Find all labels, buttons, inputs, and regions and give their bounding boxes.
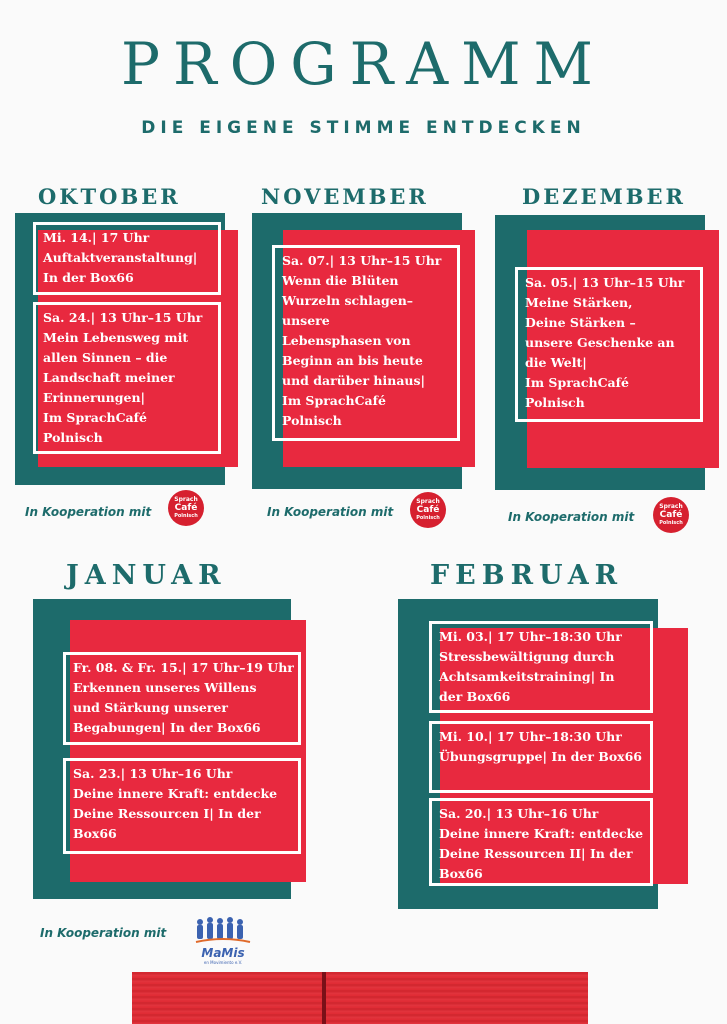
event-line: Polnisch bbox=[282, 413, 342, 428]
logo-text: Café bbox=[659, 510, 683, 520]
event-line: Erinnerungen| bbox=[43, 390, 146, 405]
mamis-name: MaMis bbox=[201, 946, 245, 960]
event-line: Deine innere Kraft: entdecke bbox=[73, 786, 278, 801]
event-line: Sa. 05.| 13 Uhr–15 Uhr bbox=[525, 275, 685, 290]
kooperation-label: In Kooperation mit bbox=[40, 926, 167, 940]
event-line: Fr. 08. & Fr. 15.| 17 Uhr–19 Uhr bbox=[73, 660, 294, 675]
event-line: Auftaktveranstaltung| bbox=[43, 250, 198, 265]
event-line: Achtsamkeitstraining| In bbox=[439, 669, 615, 684]
event-line: Wurzeln schlagen– bbox=[282, 293, 414, 308]
event-box bbox=[33, 302, 221, 454]
event-line: Deine Ressourcen I| In der bbox=[73, 806, 261, 821]
sprachcafe-logo bbox=[168, 490, 204, 526]
event-line: unsere Geschenke an bbox=[525, 335, 675, 350]
event-line: Mi. 03.| 17 Uhr–18:30 Uhr bbox=[439, 629, 622, 644]
event-line: Mein Lebensweg mit bbox=[43, 330, 189, 345]
event-line: Lebensphasen von bbox=[282, 333, 411, 348]
event-line: Sa. 24.| 13 Uhr–15 Uhr bbox=[43, 310, 203, 325]
event-box bbox=[429, 621, 653, 713]
kooperation-label: In Kooperation mit bbox=[508, 510, 635, 524]
event-line: Stressbewältigung durch bbox=[439, 649, 615, 664]
event-line: und Stärkung unserer bbox=[73, 700, 228, 715]
event-line: Wenn die Blüten bbox=[282, 273, 399, 288]
logo-text: Sprach bbox=[416, 498, 440, 505]
event-line: Polnisch bbox=[43, 430, 103, 445]
event-line: In der Box66 bbox=[43, 270, 134, 285]
event-line: der Box66 bbox=[439, 689, 511, 704]
event-line: Box66 bbox=[439, 866, 483, 881]
event-line: unsere bbox=[282, 313, 330, 328]
mamis-logo bbox=[188, 914, 258, 970]
sprachcafe-logo bbox=[410, 492, 446, 528]
event-line: Deine Stärken – bbox=[525, 315, 636, 330]
event-line: Deine Ressourcen II| In der bbox=[439, 846, 633, 861]
logo-text: Sprach bbox=[659, 503, 683, 510]
decorative-wood-strip bbox=[132, 972, 588, 1024]
month-heading-oktober: OKTOBER bbox=[38, 184, 181, 209]
event-box bbox=[429, 798, 653, 886]
event-line: Polnisch bbox=[525, 395, 585, 410]
sprachcafe-logo bbox=[653, 497, 689, 533]
logo-text: Polnisch bbox=[174, 513, 198, 519]
event-line: Sa. 23.| 13 Uhr–16 Uhr bbox=[73, 766, 233, 781]
logo-text: Polnisch bbox=[659, 520, 683, 526]
page-subtitle: DIE EIGENE STIMME ENTDECKEN bbox=[141, 118, 586, 138]
event-box bbox=[515, 267, 703, 422]
page-title: PROGRAMM bbox=[121, 30, 606, 98]
event-line: Box66 bbox=[73, 826, 117, 841]
month-heading-februar: FEBRUAR bbox=[430, 560, 624, 591]
event-line: Im SprachCafé bbox=[43, 410, 147, 425]
event-line: Begabungen| In der Box66 bbox=[73, 720, 261, 735]
event-line: Im SprachCafé bbox=[282, 393, 386, 408]
event-line: Sa. 20.| 13 Uhr–16 Uhr bbox=[439, 806, 599, 821]
month-heading-november: NOVEMBER bbox=[261, 184, 429, 209]
kooperation-label: In Kooperation mit bbox=[267, 505, 394, 519]
event-line: Erkennen unseres Willens bbox=[73, 680, 257, 695]
event-box bbox=[33, 222, 221, 295]
event-line: Deine innere Kraft: entdecke bbox=[439, 826, 644, 841]
event-line: und darüber hinaus| bbox=[282, 373, 426, 388]
logo-text: Sprach bbox=[174, 496, 198, 503]
logo-text: Café bbox=[416, 505, 440, 515]
event-line: Beginn an bis heute bbox=[282, 353, 423, 368]
mamis-sub: en Movimiento e.V. bbox=[203, 960, 243, 965]
event-line: Im SprachCafé bbox=[525, 375, 629, 390]
event-line: Mi. 10.| 17 Uhr–18:30 Uhr bbox=[439, 729, 622, 744]
event-box bbox=[429, 721, 653, 793]
event-line: Mi. 14.| 17 Uhr bbox=[43, 230, 150, 245]
event-line: allen Sinnen – die bbox=[43, 350, 168, 365]
event-line: Landschaft meiner bbox=[43, 370, 175, 385]
logo-text: Café bbox=[174, 503, 198, 513]
event-box bbox=[63, 758, 301, 854]
month-heading-dezember: DEZEMBER bbox=[522, 184, 687, 209]
event-box bbox=[272, 245, 460, 441]
event-box bbox=[63, 652, 301, 745]
event-line: Sa. 07.| 13 Uhr–15 Uhr bbox=[282, 253, 442, 268]
month-heading-januar: JANUAR bbox=[66, 560, 227, 591]
logo-text: Polnisch bbox=[416, 515, 440, 521]
wood-seam bbox=[322, 972, 326, 1024]
event-line: Übungsgruppe| In der Box66 bbox=[439, 749, 643, 764]
kooperation-label: In Kooperation mit bbox=[25, 505, 152, 519]
people-icon bbox=[188, 914, 258, 948]
event-line: Meine Stärken, bbox=[525, 295, 633, 310]
event-line: die Welt| bbox=[525, 355, 587, 370]
